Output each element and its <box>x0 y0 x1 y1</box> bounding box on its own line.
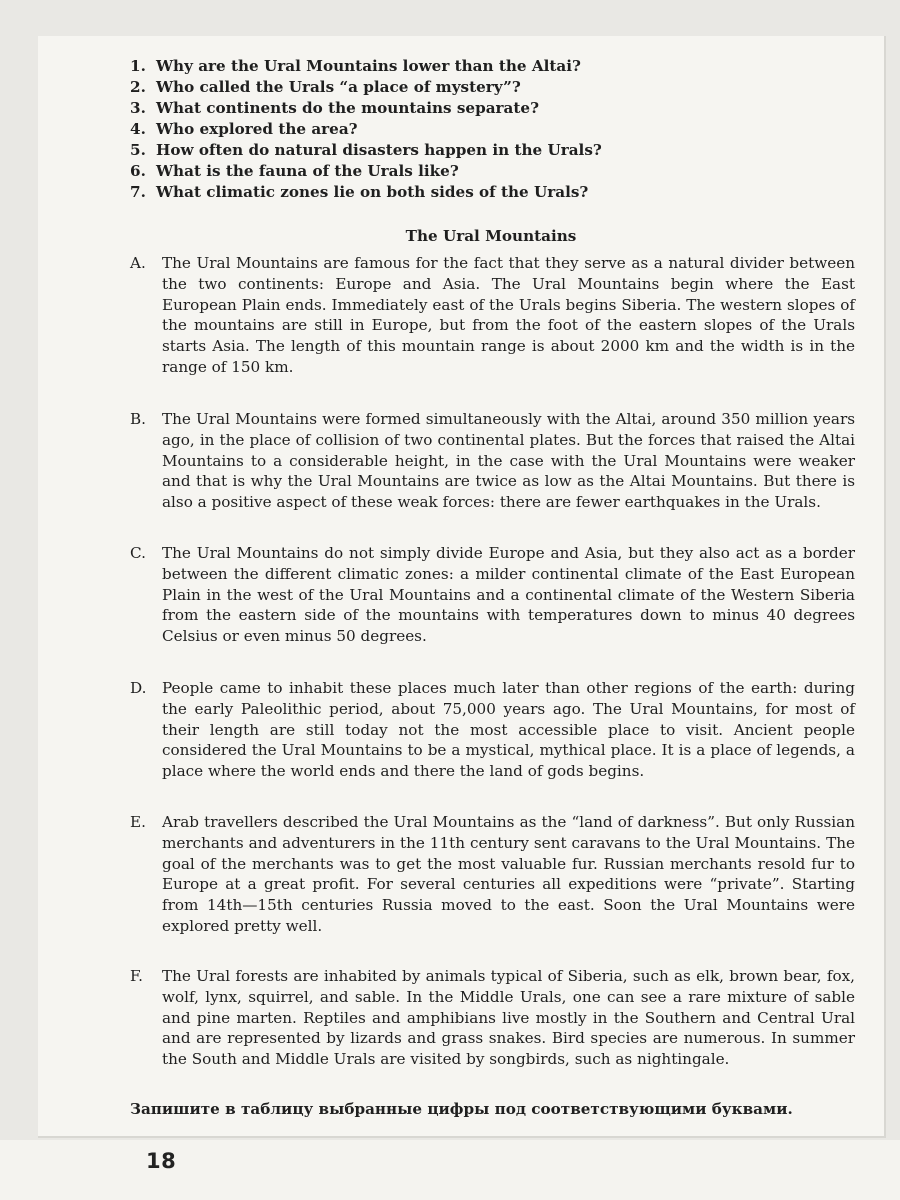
question-text: Who called the Urals “a place of mystery”? <box>156 78 521 96</box>
page-number: 18 <box>146 1149 177 1173</box>
question-number: 4. <box>130 120 146 138</box>
question-item <box>130 98 602 119</box>
paragraph-d <box>130 678 855 782</box>
paragraph-b <box>130 409 855 513</box>
paragraph-text: People came to inhabit these places much later than other regions of the earth: during the early Paleolithic period, about 75,000 years ago. The Ural Mountains, for most of their length are still today not the most accessible place to visit. Ancient people considered the Ural Mountains to be a mystical, mythical place. It is a place of legends, a place where the world ends and there the land of gods begins. <box>162 679 855 781</box>
question-item <box>130 119 602 140</box>
paragraph-letter: C. <box>130 544 146 562</box>
question-text: Who explored the area? <box>156 120 358 138</box>
question-item <box>130 140 602 161</box>
paragraph-c <box>130 543 855 647</box>
question-text: Why are the Ural Mountains lower than the Altai? <box>156 57 581 75</box>
question-number: 2. <box>130 78 146 96</box>
paragraph-text: The Ural forests are inhabited by animals typical of Siberia, such as elk, brown bear, fox, wolf, lynx, squirrel, and sable. In the Middle Urals, one can see a rare mixture of sable and pine marten. Reptiles and amphibians live mostly in the Southern and Central Ural and are represented by lizards and grass snakes. Bird species are numerous. In summer the South and Middle Urals are visited by songbirds, such as nightingale. <box>162 967 855 1069</box>
question-item <box>130 161 602 182</box>
paragraph-letter: E. <box>130 813 146 831</box>
paragraph-text: The Ural Mountains are famous for the fact that they serve as a natural divider between the two continents: Europe and Asia. The Ural Mountains begin where the East European Plain ends. Immediately east of the Urals begins Siberia. The western slopes of the mountains are still in Europe, but from the foot of the eastern slopes of the Urals starts Asia. The length of this mountain range is about 2000 km and the width is in the range of 150 km. <box>162 254 855 376</box>
paragraph-letter: A. <box>130 254 146 272</box>
question-number: 5. <box>130 141 146 159</box>
paragraph-e <box>130 812 855 937</box>
question-text: What continents do the mountains separate? <box>156 99 539 117</box>
question-number: 6. <box>130 162 146 180</box>
paragraph-f <box>130 966 855 1070</box>
question-text: What climatic zones lie on both sides of the Urals? <box>156 183 589 201</box>
question-item <box>130 56 602 77</box>
page-footer <box>0 1140 900 1200</box>
paragraph-letter: F. <box>130 967 143 985</box>
question-list <box>130 56 602 203</box>
question-number: 7. <box>130 183 146 201</box>
paragraph-letter: D. <box>130 679 147 697</box>
paragraph-text: The Ural Mountains were formed simultaneously with the Altai, around 350 million years ago, in the place of collision of two continental plates. But the forces that raised the Altai Mountains to a considerable height, in the case with the Ural Mountains were weaker and that is why the Ural Mountains are twice as low as the Altai Mountains. But there is also a positive aspect of these weak forces: there are fewer earthquakes in the Urals. <box>162 410 855 512</box>
question-item <box>130 77 602 98</box>
paragraph-text: The Ural Mountains do not simply divide Europe and Asia, but they also act as a border between the different climatic zones: a milder continental climate of the East European Plain in the west of the Ural Mountains and a continental climate of the Western Siberia from the eastern side of the mountains with temperatures down to minus 40 degrees Celsius or even minus 50 degrees. <box>162 544 855 646</box>
article-title: The Ural Mountains <box>405 227 577 245</box>
paragraph-text: Arab travellers described the Ural Mountains as the “land of darkness”. But only Russian merchants and adventurers in the 11th century sent caravans to the Ural Mountains. The goal of the merchants was to get the most valuable fur. Russian merchants resold fur to Europe at a great profit. For several centuries all expeditions were “private”. Starting from 14th—15th centuries Russia moved to the east. Soon the Ural Mountains were explored pretty well. <box>162 813 855 935</box>
question-number: 3. <box>130 99 146 117</box>
paragraph-a <box>130 253 855 378</box>
question-text: What is the fauna of the Urals like? <box>156 162 459 180</box>
question-text: How often do natural disasters happen in the Urals? <box>156 141 602 159</box>
question-number: 1. <box>130 57 146 75</box>
paragraph-letter: B. <box>130 410 146 428</box>
task-instruction: Запишите в таблицу выбранные цифры под соответствующими буквами. <box>130 1100 793 1118</box>
question-item <box>130 182 602 203</box>
